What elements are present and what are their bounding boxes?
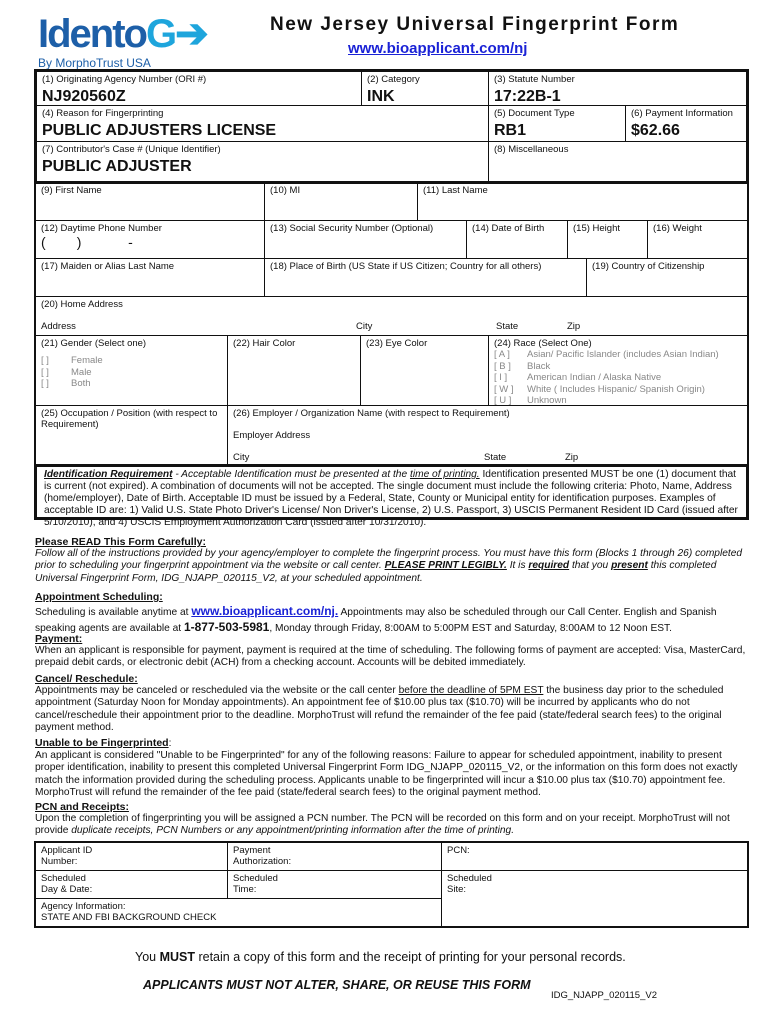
read-carefully-section (35, 536, 750, 585)
text: Scheduling is available anytime at (35, 607, 192, 618)
value: PUBLIC ADJUSTER (42, 158, 192, 175)
label: (25) Occupation / Position (with respect to Requirement) (41, 408, 218, 430)
field-category[interactable] (362, 72, 489, 106)
text: duplicate receipts, PCN Numbers or any appointment/printing information after the time of printing. (71, 825, 515, 837)
form-code: IDG_NJAPP_020115_V2 (551, 990, 657, 1001)
label: (18) Place of Birth (US State if US Citizen; Country for all others) (270, 261, 542, 272)
label: (22) Hair Color (233, 338, 296, 349)
checkbox[interactable]: [ W ] (494, 383, 514, 395)
option-label: Male (71, 366, 92, 378)
label: (15) Height (573, 223, 620, 234)
label: (24) Race (Select One) (494, 338, 592, 349)
label: Scheduled (447, 873, 492, 884)
pcn-cell[interactable] (442, 843, 747, 871)
city-label: City (356, 321, 373, 332)
option-label: White ( Includes Hispanic/ Spanish Origin) (527, 383, 705, 395)
field-race (489, 336, 747, 406)
field-last-name[interactable] (418, 183, 747, 221)
race-option[interactable] (494, 361, 742, 373)
text: present (611, 560, 648, 572)
label: Day & Date: (41, 884, 93, 895)
no-alter-warning: APPLICANTS MUST NOT ALTER, SHARE, OR REUSE THIS FORM (143, 978, 531, 992)
scheduled-date-cell[interactable] (36, 871, 228, 899)
checkbox[interactable]: [ A ] (494, 349, 510, 360)
field-employer[interactable] (228, 406, 747, 465)
text: before the deadline of 5PM EST (398, 685, 544, 697)
field-ori[interactable] (37, 72, 362, 106)
field-eye-color[interactable] (361, 336, 489, 406)
identogo-logo: IdentoG➔ By MorphoTrust USA (38, 12, 207, 70)
checkbox[interactable]: [ I ] (494, 372, 508, 383)
section-title: Appointment Scheduling: (35, 591, 163, 603)
payment-auth-cell[interactable] (228, 843, 442, 871)
payment-section: Payment: When an applicant is responsible for payment, payment is required at the time of scheduling. The following forms of payment are accepted: Visa, MasterCard, prepaid debit cards, or electronic debit (ACH) from a checking account. Accounts will be debited immediately. (35, 633, 750, 670)
form-title: New Jersey Universal Fingerprint Form (270, 14, 680, 35)
section-title: Please READ This Form Carefully: (35, 536, 206, 548)
value: STATE AND FBI BACKGROUND CHECK (41, 912, 217, 923)
retain-copy-notice (135, 950, 626, 964)
option-label: Unknown (527, 395, 567, 406)
scheduled-site-cell[interactable] (441, 871, 746, 926)
checkbox[interactable]: [ ] (41, 366, 49, 378)
field-home-address[interactable] (36, 297, 747, 336)
label: Time: (233, 884, 257, 895)
text: required (528, 560, 570, 572)
cancel-section (35, 673, 750, 734)
agency-info-cell (36, 899, 442, 926)
identification-requirement (34, 464, 749, 528)
address-label: Address (41, 321, 76, 332)
text: Upon the completion of fingerprinting you will be assigned a PCN number. The PCN will be recorded on this form and on your receipt. MorphoTrust will not provide (35, 813, 730, 837)
text: An applicant is considered "Unable to be Fingerprinted" for any of the following reasons: Failure to appear for scheduled appointment, inability to present proper identification, inability to present this completed Universal Fingerprint Form IDG_NJAPP_020115_V2, or the information on this form does not exactly match the information provided during the scheduling process. Applicants unable to be fingerprinted will incur a $10.00 plus tax ($10.70) appointment fee. MorphoTrust will refund the remainder of the fee paid (state/federal search fees) to the original payment method. (35, 750, 738, 798)
field-maiden-name[interactable] (36, 259, 265, 297)
label: (6) Payment Information (631, 108, 733, 119)
label: (21) Gender (Select one) (41, 338, 147, 349)
value: NJ920560Z (42, 88, 126, 105)
label: Scheduled (41, 873, 86, 884)
id-req-title: Identification Requirement (44, 469, 173, 480)
field-occupation[interactable] (36, 406, 228, 465)
text: , Monday through Friday, 8:00AM to 5:00PM EST and Saturday, 8:00AM to 12 Noon EST. (269, 623, 672, 634)
section-title: Unable to be Fingerprinted (35, 737, 169, 749)
label: Scheduled (233, 873, 278, 884)
label: (23) Eye Color (366, 338, 428, 349)
label: (2) Category (367, 74, 420, 85)
text: this completed Universal Fingerprint Form, IDG_NJAPP_020115_V2, at your scheduled appointment. (35, 560, 717, 584)
phone-mask: ( ) - (41, 234, 133, 250)
value: 17:22B-1 (494, 88, 561, 105)
option-label: Both (71, 378, 91, 389)
text: the business day prior to the scheduled appointment (Saturday Noon for Monday appointments). An appointment fee of $10.00 plus tax ($10.70) will be incurred by applicants who do not cancel/reschedule their appointment prior to the deadline. MorphoTrust will refund the remainder of the fee paid (state/federal search fees) to the original payment method. (35, 685, 724, 733)
label: PCN: (447, 845, 470, 856)
race-option[interactable] (494, 384, 742, 396)
section-title: Payment (35, 633, 79, 645)
field-statute[interactable] (489, 72, 746, 106)
field-dob[interactable] (467, 221, 568, 259)
field-payment[interactable] (626, 106, 746, 142)
race-option[interactable] (494, 372, 742, 384)
text: MUST (159, 950, 195, 964)
race-option[interactable] (494, 395, 742, 407)
zip-label: Zip (567, 321, 581, 332)
checkbox[interactable]: [ B ] (494, 360, 511, 372)
bioapplicant-link[interactable]: www.bioapplicant.com/nj. (191, 604, 339, 618)
field-place-of-birth[interactable] (265, 259, 587, 297)
option-label: American Indian / Alaska Native (527, 372, 662, 383)
option-label: Female (71, 355, 103, 366)
value: PUBLIC ADJUSTERS LICENSE (42, 122, 277, 139)
scheduled-time-cell[interactable] (228, 871, 442, 899)
checkbox[interactable]: [ ] (41, 355, 49, 366)
phone-number: 1-877-503-5981 (183, 620, 270, 634)
text: Appointments may be canceled or rescheduled via the website or the call center (35, 685, 399, 697)
section-title: PCN and Receipts: (35, 801, 129, 813)
text: Identification presented MUST be one (1) document that is current (not expired). A combination of documents will not be accepted. The single document must include the following criteria: Photo, Name, Address (home/employer), Date of Birth. Acceptable ID must be issued by a Federal, State, County or Municipal entity for identification purposes. Examples of acceptable ID are: 1) Valid U.S. State Photo Driver's License/ Non Driver's License, 2) U.S. Passport, 3) USCIS Permanent Resident ID Card (issued after 5/10/2010), and 4) USCIS Employment Authorization Card (issued after 10/31/2010). (44, 469, 738, 528)
applicant-id-cell[interactable] (36, 843, 228, 871)
field-hair-color[interactable] (228, 336, 361, 406)
state-label: State (496, 321, 519, 332)
label: (16) Weight (653, 223, 702, 234)
state-label: State (484, 452, 507, 463)
city-label: City (233, 452, 250, 463)
text: retain a copy of this form and the receipt of printing for your personal records. (195, 950, 626, 964)
field-document-type[interactable] (489, 106, 626, 142)
section-title: Cancel/ Reschedule: (35, 673, 138, 685)
field-reason[interactable] (37, 106, 489, 142)
text: When an applicant is responsible for payment, payment is required at the time of scheduling. The following forms of payment are accepted: Visa, MasterCard, prepaid debit cards, or electronic debit (ACH) from a checking account. Accounts will be debited immediately. (35, 645, 746, 669)
text: that you (569, 560, 612, 572)
option-label: Asian/ Pacific Islander (includes Asian Indian) (527, 349, 719, 360)
text: PLEASE PRINT LEGIBLY. (384, 560, 507, 572)
value: INK (367, 88, 395, 105)
gender-option[interactable] (41, 378, 222, 390)
text: It is (506, 560, 529, 572)
field-first-name[interactable] (36, 183, 265, 221)
zip-label: Zip (565, 452, 579, 463)
text: Follow all of the instructions provided by your agency/employer to complete the fingerprint process. You must have this form (Blocks 1 through 26) completed prior to scheduling your fingerprint appointment via the website or call center. (35, 548, 743, 572)
label: (26) Employer / Organization Name (with respect to Requirement) (233, 408, 510, 419)
value: $62.66 (631, 122, 680, 139)
label: Agency Information: (41, 901, 126, 912)
label: Applicant ID (41, 845, 93, 856)
label: (5) Document Type (494, 108, 575, 119)
label: (17) Maiden or Alias Last Name (41, 261, 175, 272)
checkbox[interactable]: [ U ] (494, 395, 512, 406)
field-phone[interactable] (36, 221, 265, 259)
logo-subtitle: By MorphoTrust USA (38, 56, 151, 70)
label: (1) Originating Agency Number (ORI #) (42, 74, 207, 85)
checkbox[interactable]: [ ] (41, 378, 49, 389)
text: Appointments may also be scheduled through our Call Center. English and Spanish speaking agents are available at (35, 607, 717, 634)
field-weight[interactable] (648, 221, 747, 259)
label: (11) Last Name (423, 185, 488, 196)
label: (12) Daytime Phone Number (41, 223, 162, 234)
employer-address-label: Employer Address (233, 430, 311, 441)
field-gender (36, 336, 228, 406)
label: (19) Country of Citizenship (592, 261, 705, 272)
label: (7) Contributor's Case # (Unique Identifier) (42, 144, 221, 155)
label: (4) Reason for Fingerprinting (42, 108, 164, 119)
field-case-number[interactable] (37, 142, 489, 181)
label: (3) Statute Number (494, 74, 575, 85)
bioapplicant-link[interactable]: www.bioapplicant.com/nj (348, 40, 528, 57)
label: Number: (41, 856, 78, 867)
label: (8) Miscellaneous (494, 144, 569, 155)
text: time of printing. (409, 469, 480, 480)
label: Site: (447, 884, 467, 895)
text: You (135, 950, 160, 964)
field-height[interactable] (568, 221, 648, 259)
gender-option[interactable] (41, 367, 222, 379)
label: (14) Date of Birth (472, 223, 545, 234)
field-ssn[interactable] (265, 221, 467, 259)
label: (13) Social Security Number (Optional) (270, 223, 434, 234)
unable-section: Unable to be Fingerprinted: An applicant is considered "Unable to be Fingerprinted" for any of the following reasons: Failure to appear for scheduled appointment, inability to present proper identification, inability to present this completed Universal Fingerprint Form IDG_NJAPP_020115_V2, or the information on this form does not exactly match the information provided during the scheduling process. Applicants unable to be fingerprinted will incur a $10.00 plus tax ($10.70) appointment fee. MorphoTrust will refund the remainder of the fee paid (state/federal search fees) to the original payment method. (35, 737, 750, 799)
race-option[interactable] (494, 349, 742, 361)
field-citizenship[interactable] (587, 259, 747, 297)
label: Authorization: (233, 856, 292, 867)
label: (10) MI (270, 185, 301, 196)
field-misc[interactable] (489, 142, 746, 181)
appointment-section (35, 590, 750, 636)
label: Payment (233, 845, 271, 856)
gender-option[interactable] (41, 355, 222, 367)
option-label: Black (527, 360, 551, 372)
pcn-section (35, 801, 750, 838)
label: (9) First Name (41, 185, 102, 196)
value: RB1 (494, 122, 527, 139)
field-mi[interactable] (265, 183, 418, 221)
text: - Acceptable Identification must be presented at the (172, 469, 410, 480)
label: (20) Home Address (41, 299, 123, 310)
